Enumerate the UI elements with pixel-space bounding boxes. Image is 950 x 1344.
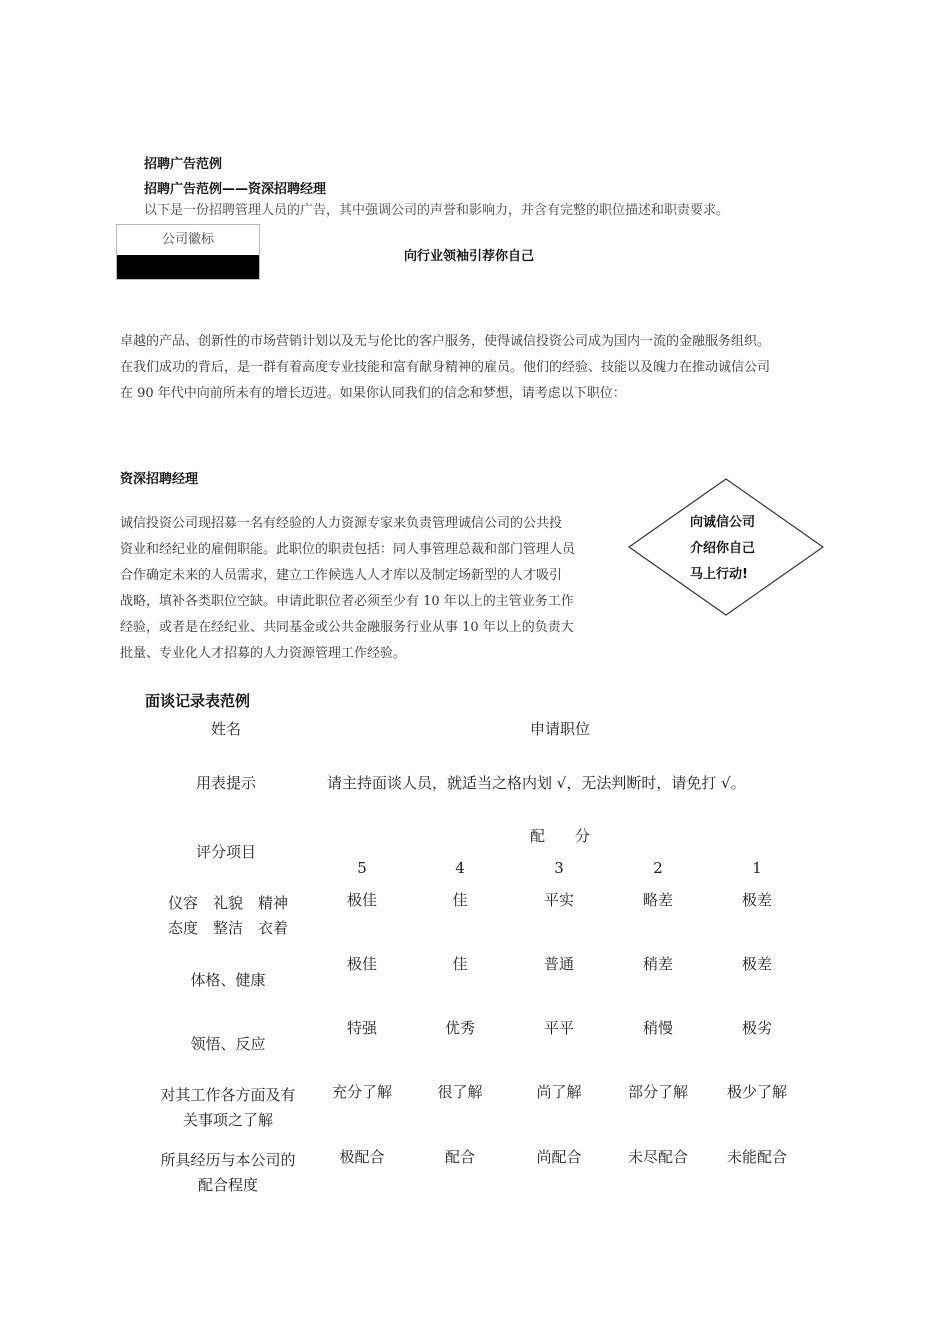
row-value: 极差 bbox=[741, 955, 772, 973]
row-item-line: 所具经历与本公司的 bbox=[160, 1151, 296, 1169]
row-value: 佳 bbox=[452, 891, 468, 909]
paragraph-line: 在我们成功的背后，是一群有着高度专业技能和富有献身精神的雇员。他们的经验、技能以及魄力在推动诚信公司 bbox=[120, 360, 771, 375]
callout-line: 向诚信公司 bbox=[690, 515, 756, 530]
row-item bbox=[150, 968, 306, 993]
score-3: 3 bbox=[554, 859, 564, 877]
paragraph-line: 经验，或者是在经纪业、共同基金或公共金融服务行业从事 10 年以上的负责大 bbox=[120, 620, 574, 635]
score-5: 5 bbox=[357, 859, 367, 877]
row-item-line: 体格、健康 bbox=[190, 971, 266, 989]
row-value: 极劣 bbox=[741, 1019, 772, 1037]
score-1: 1 bbox=[752, 859, 762, 877]
name-label: 姓名 bbox=[210, 720, 241, 738]
logo-black-bar bbox=[117, 255, 259, 279]
paragraph-line: 诚信投资公司现招募一名有经验的人力资源专家来负责管理诚信公司的公共投 bbox=[120, 516, 563, 531]
row-value: 充分了解 bbox=[331, 1083, 392, 1101]
row-value: 尚配合 bbox=[536, 1148, 582, 1166]
company-logo-placeholder bbox=[116, 224, 260, 280]
paragraph-line: 卓越的产品、创新性的市场营销计划以及无与伦比的客户服务，使得诚信投资公司成为国内一流的金融服务组织。 bbox=[120, 334, 771, 349]
row-value: 极配合 bbox=[339, 1148, 385, 1166]
row-item-line: 关事项之了解 bbox=[182, 1111, 273, 1129]
row-value: 特强 bbox=[346, 1019, 377, 1037]
row-item-line: 仪容 礼貌 精神 bbox=[167, 894, 288, 912]
row-item-line: 态度 整洁 衣着 bbox=[167, 919, 288, 937]
callout-line: 马上行动! bbox=[690, 567, 748, 582]
row-value: 优秀 bbox=[444, 1019, 475, 1037]
row-value: 稍差 bbox=[642, 955, 673, 973]
row-value: 配合 bbox=[444, 1148, 475, 1166]
row-value: 平实 bbox=[543, 891, 574, 909]
row-value: 很了解 bbox=[437, 1083, 483, 1101]
score-4: 4 bbox=[455, 859, 465, 877]
row-value: 普通 bbox=[543, 955, 574, 973]
row-value: 佳 bbox=[452, 955, 468, 973]
position-paragraph bbox=[120, 511, 630, 667]
row-value: 略差 bbox=[642, 891, 673, 909]
row-value: 极佳 bbox=[346, 891, 377, 909]
position-label: 申请职位 bbox=[529, 720, 590, 738]
score-item-label: 评分项目 bbox=[195, 843, 256, 861]
row-value: 尚了解 bbox=[536, 1083, 582, 1101]
hint-label: 用表提示 bbox=[195, 774, 256, 792]
row-item bbox=[150, 1083, 306, 1133]
row-value: 平平 bbox=[543, 1019, 574, 1037]
row-item-line: 领悟、反应 bbox=[190, 1035, 266, 1053]
row-item-line: 配合程度 bbox=[197, 1176, 258, 1194]
headline: 向行业领袖引荐你自己 bbox=[404, 249, 535, 264]
intro-text: 以下是一份招聘管理人员的广告，其中强调公司的声誉和影响力，并含有完整的职位描述和职责要求。 bbox=[144, 203, 730, 218]
paragraph-line: 战略，填补各类职位空缺。申请此职位者必须至少有 10 年以上的主管业务工作 bbox=[120, 594, 574, 609]
row-value: 极少了解 bbox=[726, 1083, 787, 1101]
title-2: 招聘广告范例——资深招聘经理 bbox=[144, 182, 327, 197]
company-paragraph bbox=[120, 329, 840, 407]
title-1: 招聘广告范例 bbox=[144, 157, 223, 172]
position-title: 资深招聘经理 bbox=[120, 472, 199, 487]
callout-text bbox=[690, 510, 800, 588]
row-item bbox=[150, 1148, 306, 1198]
row-value: 稍慢 bbox=[642, 1019, 673, 1037]
interview-form-title: 面谈记录表范例 bbox=[145, 692, 251, 710]
paragraph-line: 资业和经纪业的雇佣职能。此职位的职责包括：同人事管理总裁和部门管理人员 bbox=[120, 542, 576, 557]
row-item bbox=[150, 1032, 306, 1057]
row-value: 极佳 bbox=[346, 955, 377, 973]
hint-text: 请主持面谈人员，就适当之格内划 √，无法判断时，请免打 √。 bbox=[327, 774, 746, 792]
row-value: 极差 bbox=[741, 891, 772, 909]
row-item-line: 对其工作各方面及有 bbox=[160, 1086, 296, 1104]
row-value: 未尽配合 bbox=[627, 1148, 688, 1166]
score-label: 配 分 bbox=[529, 827, 590, 845]
callout-line: 介绍你自己 bbox=[690, 541, 756, 556]
paragraph-line: 批量、专业化人才招募的人力资源管理工作经验。 bbox=[120, 646, 407, 661]
paragraph-line: 合作确定未来的人员需求，建立工作候选人人才库以及制定场新型的人才吸引 bbox=[120, 568, 563, 583]
row-value: 部分了解 bbox=[627, 1083, 688, 1101]
logo-label: 公司徽标 bbox=[161, 232, 214, 247]
row-item bbox=[150, 891, 306, 941]
score-2: 2 bbox=[653, 859, 663, 877]
row-value: 未能配合 bbox=[726, 1148, 787, 1166]
paragraph-line: 在 90 年代中向前所未有的增长迈进。如果你认同我们的信念和梦想，请考虑以下职位： bbox=[120, 386, 626, 401]
